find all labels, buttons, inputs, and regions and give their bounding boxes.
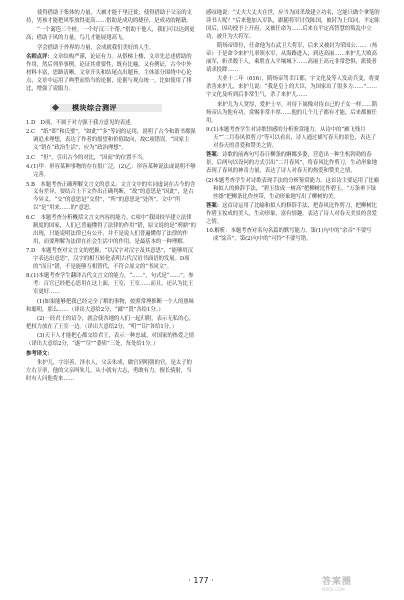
answer-label: 答案： bbox=[206, 203, 223, 209]
essay-paragraph: 学会借助于外界的力量，会成就我们美好的人生。 bbox=[37, 44, 155, 51]
answer-item: 4.(1)甲：形容某种事物的存在很广泛。(2)乙：形容某种说法或说明不够完善。 bbox=[26, 164, 196, 179]
answer-item: 9.(1)本题考查学生对诗歌情感的分析鉴赏能力。从诗中的“雁飞残月天”“二月春风似剪刀”等可以看出，诗人通过描写春天的景色，表达了对春天的喜爱和赞美之情。 bbox=[206, 127, 376, 149]
translation-paragraph: 来护儿为人宽厚，爱护士卒，对待下属像对待自己的子女一样……隋炀帝认为他有功，赏赐非常丰厚……他的几个儿子都有才能，后来都被任用。 bbox=[206, 101, 378, 124]
answer-item: 2.C “纸”即“和氏璧”，“如此”“多”等词的运用，说明了古今和谐书都强调追求理想，表达了作者的愿望和价值取向，故C项错误。“国家主义”错在“政治生活”，应为“政治理想”。 bbox=[26, 129, 196, 152]
comment-label: 名师点评： bbox=[26, 54, 53, 61]
left-column bbox=[26, 10, 196, 386]
answer-label: 答案： bbox=[206, 152, 223, 159]
answer-item: 6.C 本题考查分析概括文言文内容的能力。C项中“我国较早建立法律制度的国家，人们已普遍懂得了法律的作用”错，原文说的是“刑鼎”的出现，只能说明法律已有公开，并不是说人们普遍懂得了法律的作用，而要理解为法律在社会生活中的作用，是最基本的一种理解。 bbox=[26, 214, 196, 245]
translation-paragraph: 大业十二年（616），隋炀帝驾幸江都，宇文化及等人发动兵变，将要杀害来护儿，来护儿说：“我是皇上的大臣，为国家出了很多力……”……宇文化及听到后非常生气，杀了来护儿…… bbox=[206, 76, 380, 99]
answer-item: 7.D 本题考查对文言文的把握，“以汉字对汉字及其意思”，“能够用汉字表达出意思”，汉字的相互转化表明古代汉语书面语的发展。D项的“而且”错，不是能够互相替代，不符合原文的“书同文”。 bbox=[26, 248, 193, 270]
translation-paragraph: 隋炀帝即位，任命他为右武卫大将军，后来又被封为荣国公……（炀帝）于是命令来护儿率领水军，从海路进入，到达高丽……来护儿大败高丽军，斩杀数千人，乘胜直入平壤城下……高丽王高元非常恐惧，派使者请求投降…… bbox=[206, 43, 378, 73]
comment-text: 文章结构严谨，论证有力。从借梯上楼，文章先总述借助的作用，然后列举事例，论证其重要性，既有比喻，又有例证，古今中外材料丰富，思路清晰。文章开头和结尾点出题旨，主体部分围绕中心论点，文章中运用了典型而恰当的论据，论据与观点统一，比如使用了排比，增强了说服力。 bbox=[26, 54, 192, 92]
answer-subitem: (2)一经君王的诏令，就会使各地的人们一起归附，表示无私的心，把权力放在了王室一边。（译出大意给2分，“明”“诏”各给1分。） bbox=[26, 316, 195, 330]
teacher-comment bbox=[26, 54, 196, 94]
answer-text: 这首诗运用了比喻和拟人的修辞手法，把春风比作剪刀，把柳树比作碧玉妆成的美人，生动形象，富有情趣，表达了诗人对春天美景的喜爱之情。 bbox=[206, 203, 377, 225]
answer-text: 诗歌的前两句写春日柳条的婀娜多姿，营造出一种生机勃勃的春景，后两句以设问的方式引出“二月春风”，将春风比作剪刀，生动形象地表现了春风的神奇力量，表达了诗人对春天的热爱和赞美之情。 bbox=[206, 152, 377, 175]
answer-item: 3.C “但”，引出古今的对比，“因而”的位置不当。 bbox=[26, 154, 148, 161]
watermark-logo bbox=[322, 574, 392, 594]
answer-item: 8.(1)本题考查学生翻译古代文言文的能力，“……”，句式是“……”。参考：百官已经把心思用在这上面，王室，王室……而且，还认为比王室更好…… bbox=[26, 273, 194, 296]
answer-item: (2)本题考查学生对诗歌表现手法的分析鉴赏能力。这首诗主要运用了比喻和拟人的修辞手法，“碧玉妆成一树高”把柳树比作碧玉，“万条垂下绿丝绦”把柳条比作丝带，生动形象地写出了柳树的美。 bbox=[206, 177, 380, 200]
translation-paragraph: 感叹地说：“丈夫大丈夫在世，应当为国杀敌建立功名，岂能只做个拿笔的读书人呢？”后来他加入军队，跟随将军讨伐陈国，被封为上仪同，平定陈国后，因功授予上开府，又被任命为……后来在平定高智慧的叛乱中立功，被升为大将军。 bbox=[206, 10, 380, 40]
answer-subitem: (3)天下人才能把心都交给君王，表示一种忠诚、对国家的热爱之情（译出大意给2分，“遂”“尽”“委质”三处，每处给1分。） bbox=[26, 333, 195, 348]
reference-title: 参考译文： bbox=[26, 350, 53, 357]
answer-item: 10.解析：本题考查对名句名篇的默写能力。第(1)句中的“余音”不要写成“馀音”，第(2)句中的“可怜”不要写错。 bbox=[206, 228, 372, 243]
right-column bbox=[206, 10, 381, 246]
watermark-title: 答案圈 bbox=[322, 577, 353, 587]
answer-item: 1.D D项，不属于对方强于我方意见的表述。 bbox=[26, 119, 136, 126]
section-heading bbox=[50, 102, 162, 114]
answer-item: 5.B 本题考查正确理解文言文的意义。文言文中的实词虚词在古今的含义有差异，要结合上下文作出正确判断，“故”的意思是“因此”，是古今异义，“交”的意思是“交替”，“所”的意思是“处所”，文中“所以”是“用来……的”意思。 bbox=[26, 181, 196, 212]
section-title: 模块综合测评 bbox=[72, 103, 117, 112]
essay-paragraph: “一个篱笆三个桩，一个好汉三个帮。”借助于他人，我们可以达到更高；借助于风的力量，鸟儿才能展翅高飞。 bbox=[26, 27, 195, 42]
page-number: · 177 · bbox=[188, 576, 214, 585]
answer-subitem: (1)如果能够把我已经完全了解的事物，按照常理推断一个人的愚昧和聪明，那么……（译出大意给2分，“鄙”“贤”各给1分。） bbox=[26, 298, 195, 313]
answer-block bbox=[206, 152, 381, 176]
essay-paragraph: 使得借助于集体的力量，大雁才能千里迁徙；使得借助于父亲的支持，男孩才能把风筝放得更高……借助是成功的捷径，是成功的秘籍。 bbox=[26, 10, 192, 24]
answer-block bbox=[206, 203, 381, 227]
watermark-url: MXQE.COM bbox=[322, 587, 345, 592]
reference-text: 朱护儿，字崇善，泽水人，父亲朱成，做官到明朝的官，是太子的左右卫率，他的父亲叫朱儿，从小就有大志，勇敢有力，擅长骑射，当时有人问他将来…… bbox=[26, 360, 192, 383]
